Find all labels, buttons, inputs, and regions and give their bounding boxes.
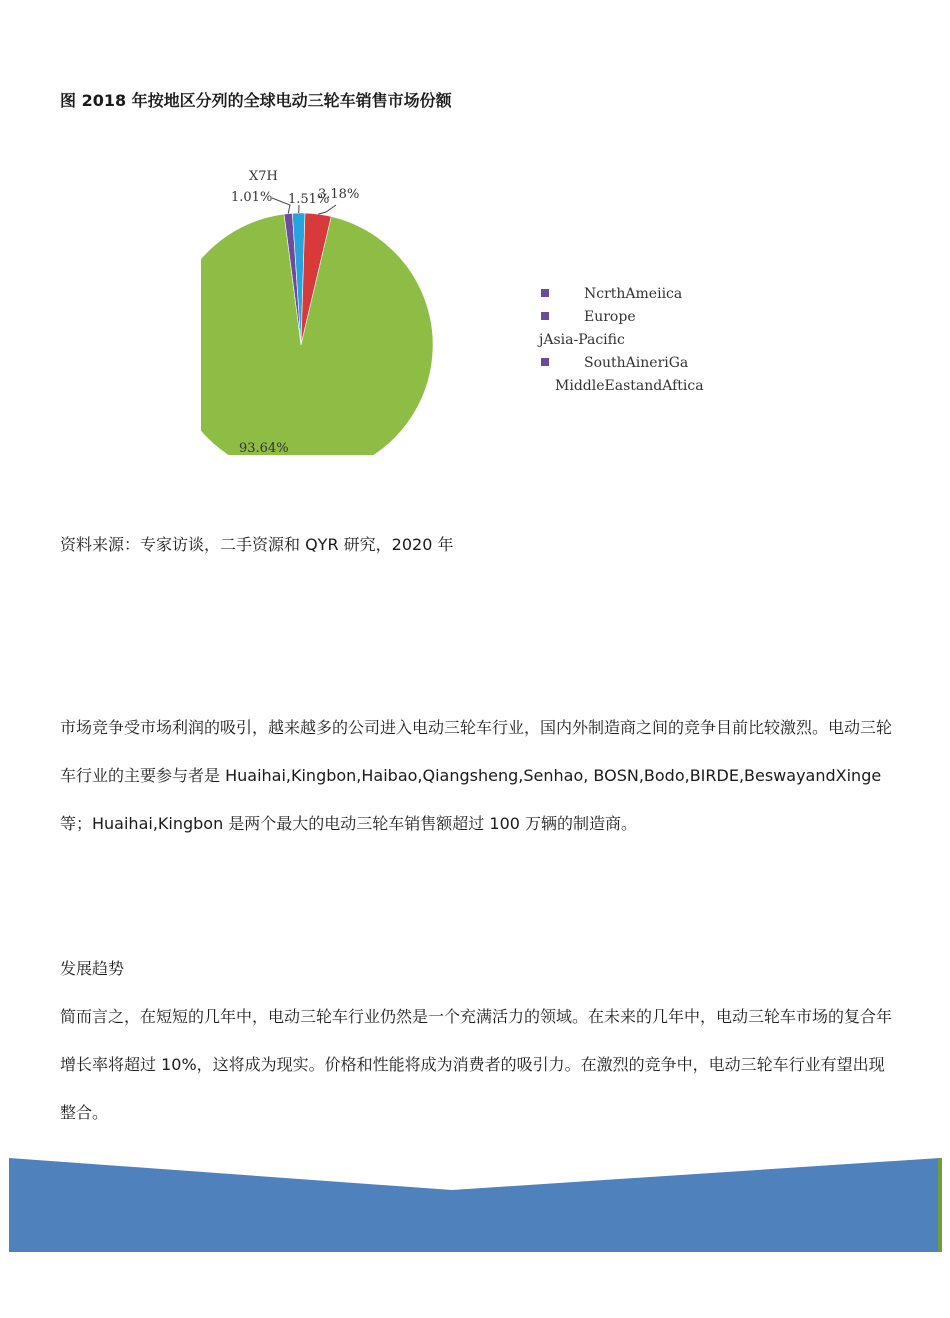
legend-swatch (541, 312, 549, 320)
figure-title: 图 2018 年按地区分列的全球电动三轮车销售市场份额 (60, 91, 452, 110)
legend-swatch (541, 358, 549, 366)
pie-data-label: 1.01% (231, 190, 273, 205)
legend-label: jAsia-Pacific (539, 332, 625, 348)
pie-data-label: 3.18% (318, 187, 360, 202)
section-heading: 发展趋势 (60, 959, 125, 978)
footer-accent (938, 1158, 942, 1252)
legend-swatch (541, 289, 549, 297)
source-note: 资料来源：专家访谈，二手资源和 QYR 研究，2020 年 (60, 535, 454, 554)
footer-band-shape (9, 1158, 940, 1252)
legend-label: SouthAineriGa (584, 355, 689, 371)
paragraph-competition: 市场竞争受市场利润的吸引，越来越多的公司进入电动三轮车行业，国内外制造商之间的竞争目前比较激烈。电动三轮车行业的主要参与者是 Huaihai,Kingbon,Haibao,Qiangsheng,Senhao, BOSN,Bodo,BIRDE,BeswayandXinge 等；Huaihai,Kingbon 是两个最大的电动三轮车销售额超过 100 万辆的制造商。 (60, 718, 893, 833)
legend-label: MiddleEastandAftica (555, 378, 704, 394)
footer-band (0, 1150, 950, 1260)
pie-cut-label: X7H (249, 169, 278, 184)
legend-label: NcrthAmeiica (584, 286, 683, 302)
paragraph-trends: 简而言之，在短短的几年中，电动三轮车行业仍然是一个充满活力的领域。在未来的几年中，电动三轮车市场的复合年增长率将超过 10%，这将成为现实。价格和性能将成为消费者的吸引力。在激烈的竞争中，电动三轮车行业有望出现整合。 (60, 1007, 893, 1122)
pie-chart (0, 0, 950, 520)
legend-label: Europe (584, 309, 636, 325)
pie-data-label: 1.51% (288, 192, 330, 207)
pie-data-label: 93.64% (239, 441, 289, 456)
